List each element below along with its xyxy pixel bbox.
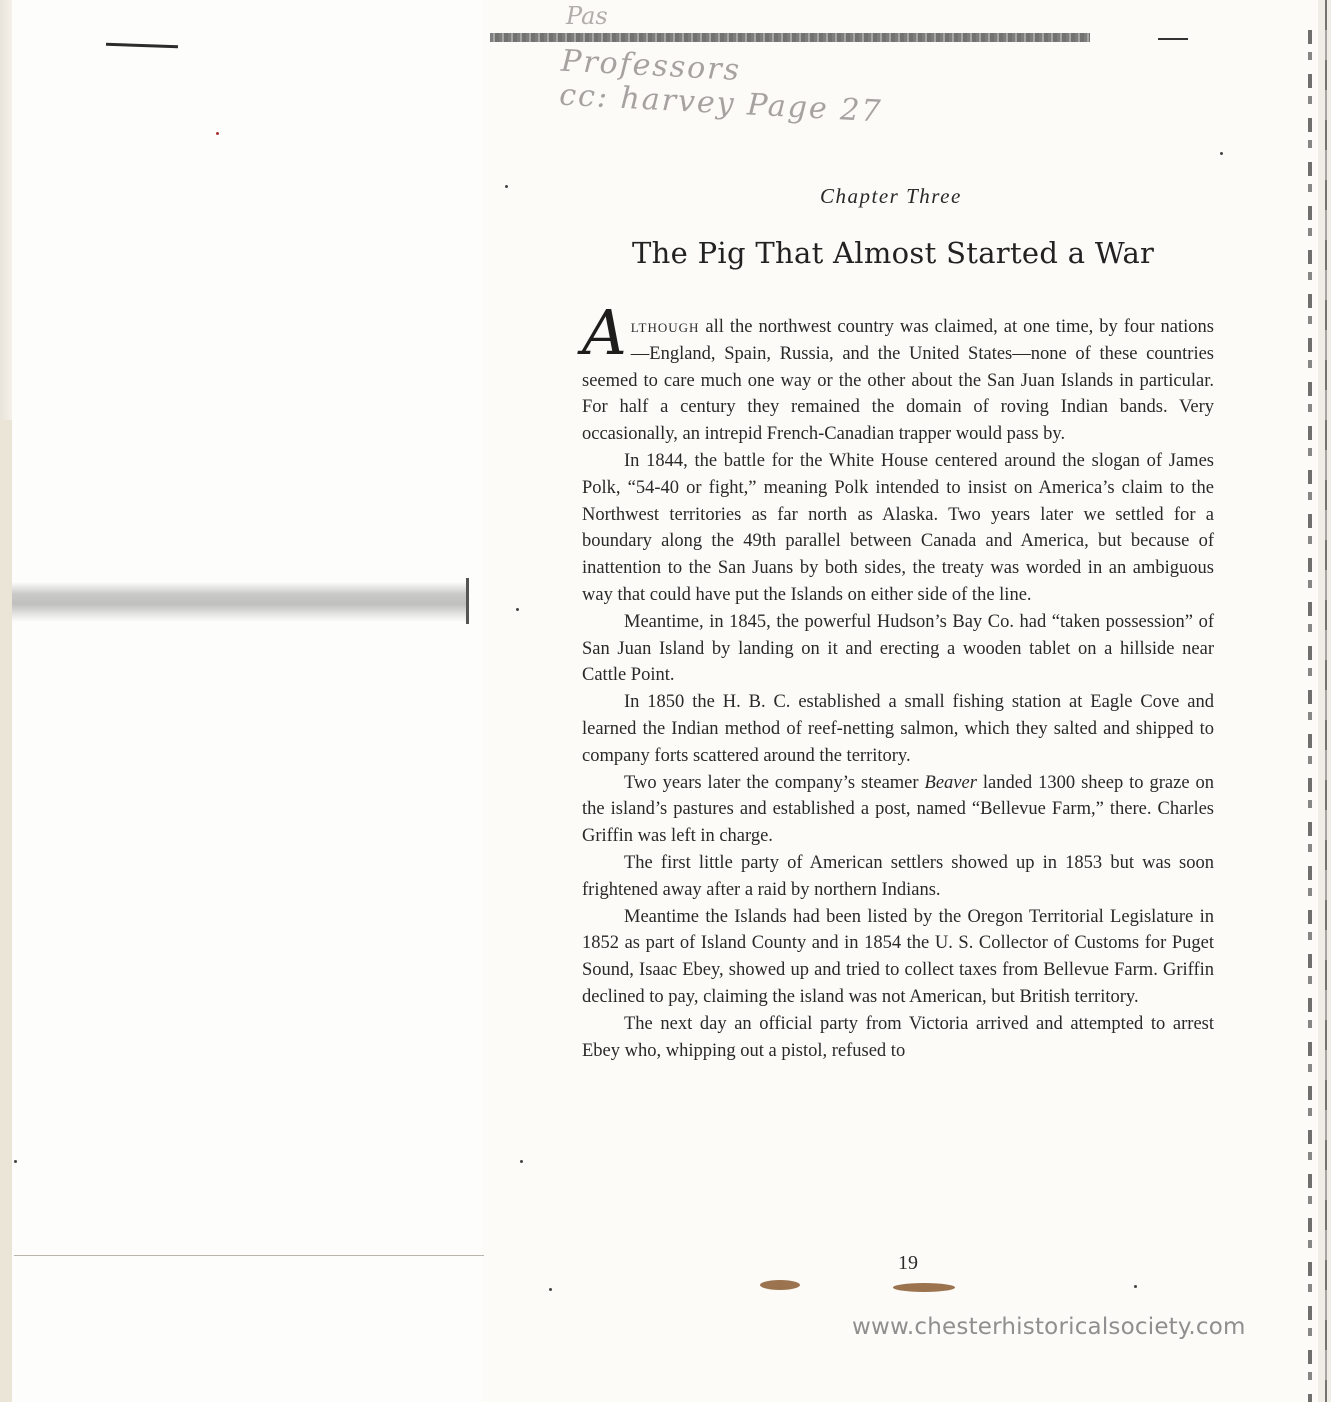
paragraph-5-text-b: landed 1300 sheep to graze on the island’s pastures and established a post, named “Bellevue Farm,” there. Charles Griffin was left in charge.	[582, 772, 1214, 847]
dust-speck	[14, 1160, 17, 1163]
right-scan-border	[1308, 30, 1312, 1402]
dust-speck	[520, 1160, 523, 1163]
page-number: 19	[898, 1252, 918, 1274]
dust-speck	[505, 185, 508, 188]
dust-speck	[549, 1288, 552, 1291]
blank-facing-page	[12, 0, 482, 1402]
handwritten-note-top: Pas	[566, 2, 608, 30]
page-edge-shadow	[0, 420, 12, 1402]
paragraph-1-text: all the northwest country was claimed, at one time, by four nations—England, Spain, Russia, and the United States—none of these countries seemed to care much one way or the other about the San Juan Islands in particular. For half a century they remained the domain of roving Indian bands. Very occasionally, an intrepid French-Canadian trapper would pass by.	[582, 317, 1214, 445]
paragraph-7: Meantime the Islands had been listed by the Oregon Territorial Legislature in 1852 as part of Island County and in 1854 the U. S. Collector of Customs for Puget Sound, Isaac Ebey, showed up and tried to collect taxes from Bellevue Farm. Griffin declined to pay, claiming the island was not American, but British territory.	[582, 906, 1214, 1007]
paragraph-2: In 1844, the battle for the White House centered around the slogan of James Polk, “54-40 or fight,” meaning Polk intended to insist on America’s claim to the Northwest territories as far north as Alaska. Two years later we settled for a boundary along the 49th parallel between Canada and America, but because of inattention to the San Juans by both sides, the treaty was worded in an ambiguous way that could have put the Islands on either side of the line.	[582, 450, 1214, 605]
lead-word: lthough	[630, 317, 700, 337]
rust-stain-left	[760, 1280, 800, 1290]
handwritten-line-2: cc: harvey Page 27	[558, 77, 884, 130]
top-scan-border-end	[1158, 38, 1188, 40]
drop-cap: A	[582, 296, 627, 369]
paragraph-8: The next day an official party from Victoria arrived and attempted to arrest Ebey who, whipping out a pistol, refused to	[582, 1013, 1214, 1061]
dust-speck	[1134, 1285, 1137, 1288]
dust-speck	[216, 132, 219, 135]
handwritten-line-1: Professors	[560, 43, 742, 89]
scan-mark	[466, 578, 469, 624]
scan-smudge	[12, 582, 468, 622]
right-margin-stripe	[1325, 0, 1327, 1402]
top-scan-border	[490, 33, 1090, 42]
ship-name: Beaver	[924, 772, 977, 793]
paragraph-5-text-a: Two years later the company’s steamer	[624, 772, 925, 793]
chapter-body	[582, 296, 1214, 1064]
rust-stain-right	[893, 1283, 955, 1292]
paragraph-5	[582, 770, 1214, 850]
paragraph-4: In 1850 the H. B. C. established a small fishing station at Eagle Cove and learned the Indian method of reef-netting salmon, which they salted and shipped to company forts scattered around the territory.	[582, 692, 1214, 766]
page-fold-line	[14, 1255, 484, 1256]
chapter-title: The Pig That Almost Started a War	[632, 236, 1155, 270]
paragraph-3: Meantime, in 1845, the powerful Hudson’s Bay Co. had “taken possession” of San Juan Island by landing on it and erecting a wooden tablet on a hillside near Cattle Point.	[582, 611, 1214, 686]
dust-speck	[1220, 152, 1223, 155]
paragraph-1	[582, 296, 1214, 448]
dust-speck	[516, 608, 519, 611]
watermark: www.chesterhistoricalsociety.com	[852, 1314, 1246, 1340]
chapter-label: Chapter Three	[820, 184, 962, 208]
paragraph-6: The first little party of American settlers showed up in 1853 but was soon frightened away after a raid by northern Indians.	[582, 852, 1214, 900]
